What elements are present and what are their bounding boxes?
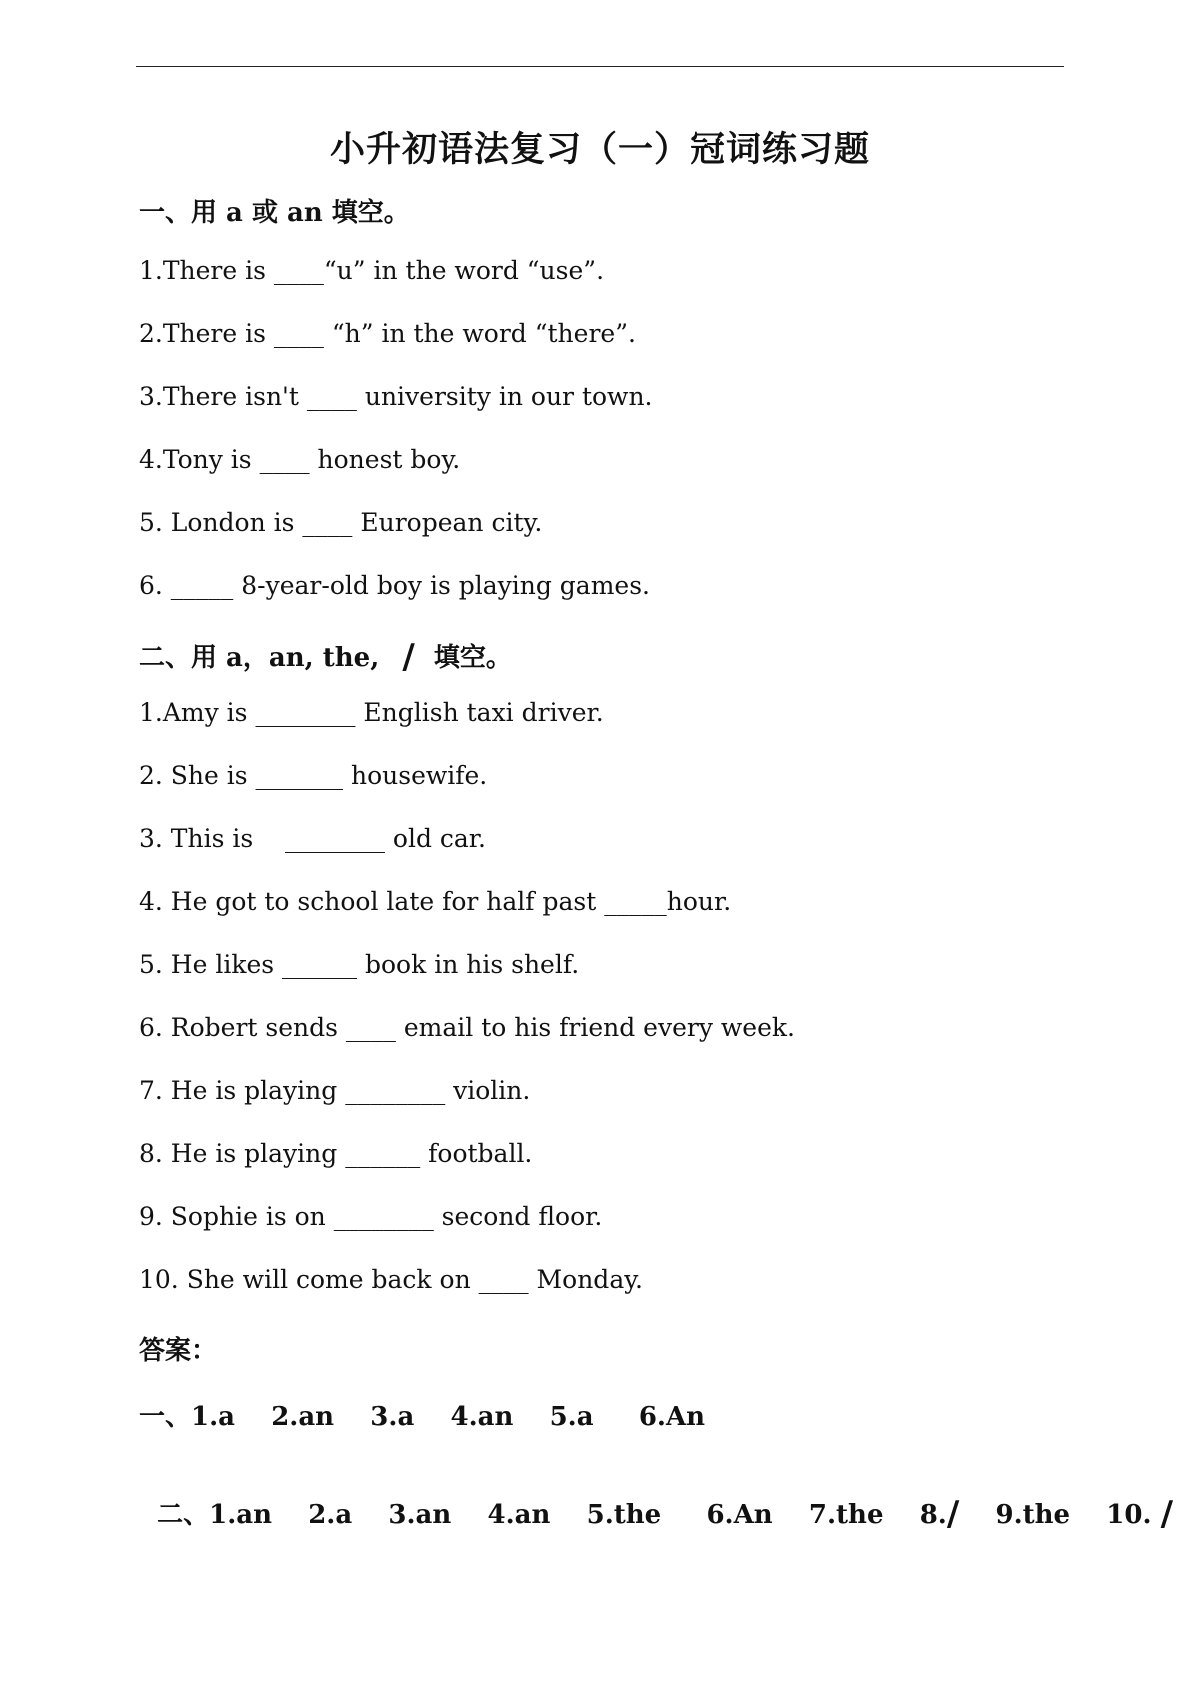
section-2-question: 5. He likes ______ book in his shelf. (139, 950, 580, 979)
page-title: 小升初语法复习（一）冠词练习题 (329, 129, 870, 170)
section-2-question: 8. He is playing ______ football. (139, 1139, 533, 1168)
answers-section-2-mid: 9.the 10. (959, 1500, 1161, 1530)
answers-section-2-prefix: 二、1.an 2.a 3.an 4.an 5.the 6.An 7.the 8. (157, 1500, 947, 1530)
slash-symbol: / (1160, 1494, 1173, 1534)
answers-section-1: 一、1.a 2.an 3.a 4.an 5.a 6.An (139, 1402, 706, 1432)
section-1-question: 1.There is ____“u” in the word “use”. (139, 256, 605, 285)
section-1-question: 2.There is ____ “h” in the word “there”. (139, 319, 636, 348)
slash-symbol: / (946, 1494, 960, 1534)
section-1-question: 6. _____ 8-year-old boy is playing games. (139, 571, 650, 600)
section-2-question: 6. Robert sends ____ email to his friend every week. (139, 1013, 795, 1042)
section-2-question: 7. He is playing ________ violin. (139, 1076, 531, 1105)
section-1-heading: 一、用 a 或 an 填空。 (139, 198, 410, 228)
section-1-question: 5. London is ____ European city. (139, 508, 543, 537)
section-2-question: 4. He got to school late for half past _____hour. (139, 887, 732, 916)
section-2-question: 9. Sophie is on ________ second floor. (139, 1202, 603, 1231)
header-rule (136, 66, 1064, 67)
section-2-question: 3. This is ________ old car. (139, 824, 486, 853)
section-2-question: 2. She is _______ housewife. (139, 761, 488, 790)
slash-symbol: / (402, 637, 415, 677)
answers-section-2 (139, 1462, 1173, 1532)
section-2-heading-prefix: 二、用 a，an, the, (139, 643, 380, 673)
answers-label: 答案： (139, 1336, 218, 1366)
section-1-question: 4.Tony is ____ honest boy. (139, 445, 461, 474)
section-2-heading (139, 635, 512, 675)
section-1-question: 3.There isn't ____ university in our town. (139, 382, 653, 411)
section-2-question: 10. She will come back on ____ Monday. (139, 1265, 643, 1294)
section-2-question: 1.Amy is ________ English taxi driver. (139, 698, 604, 727)
section-2-heading-suffix: 填空。 (433, 643, 512, 673)
